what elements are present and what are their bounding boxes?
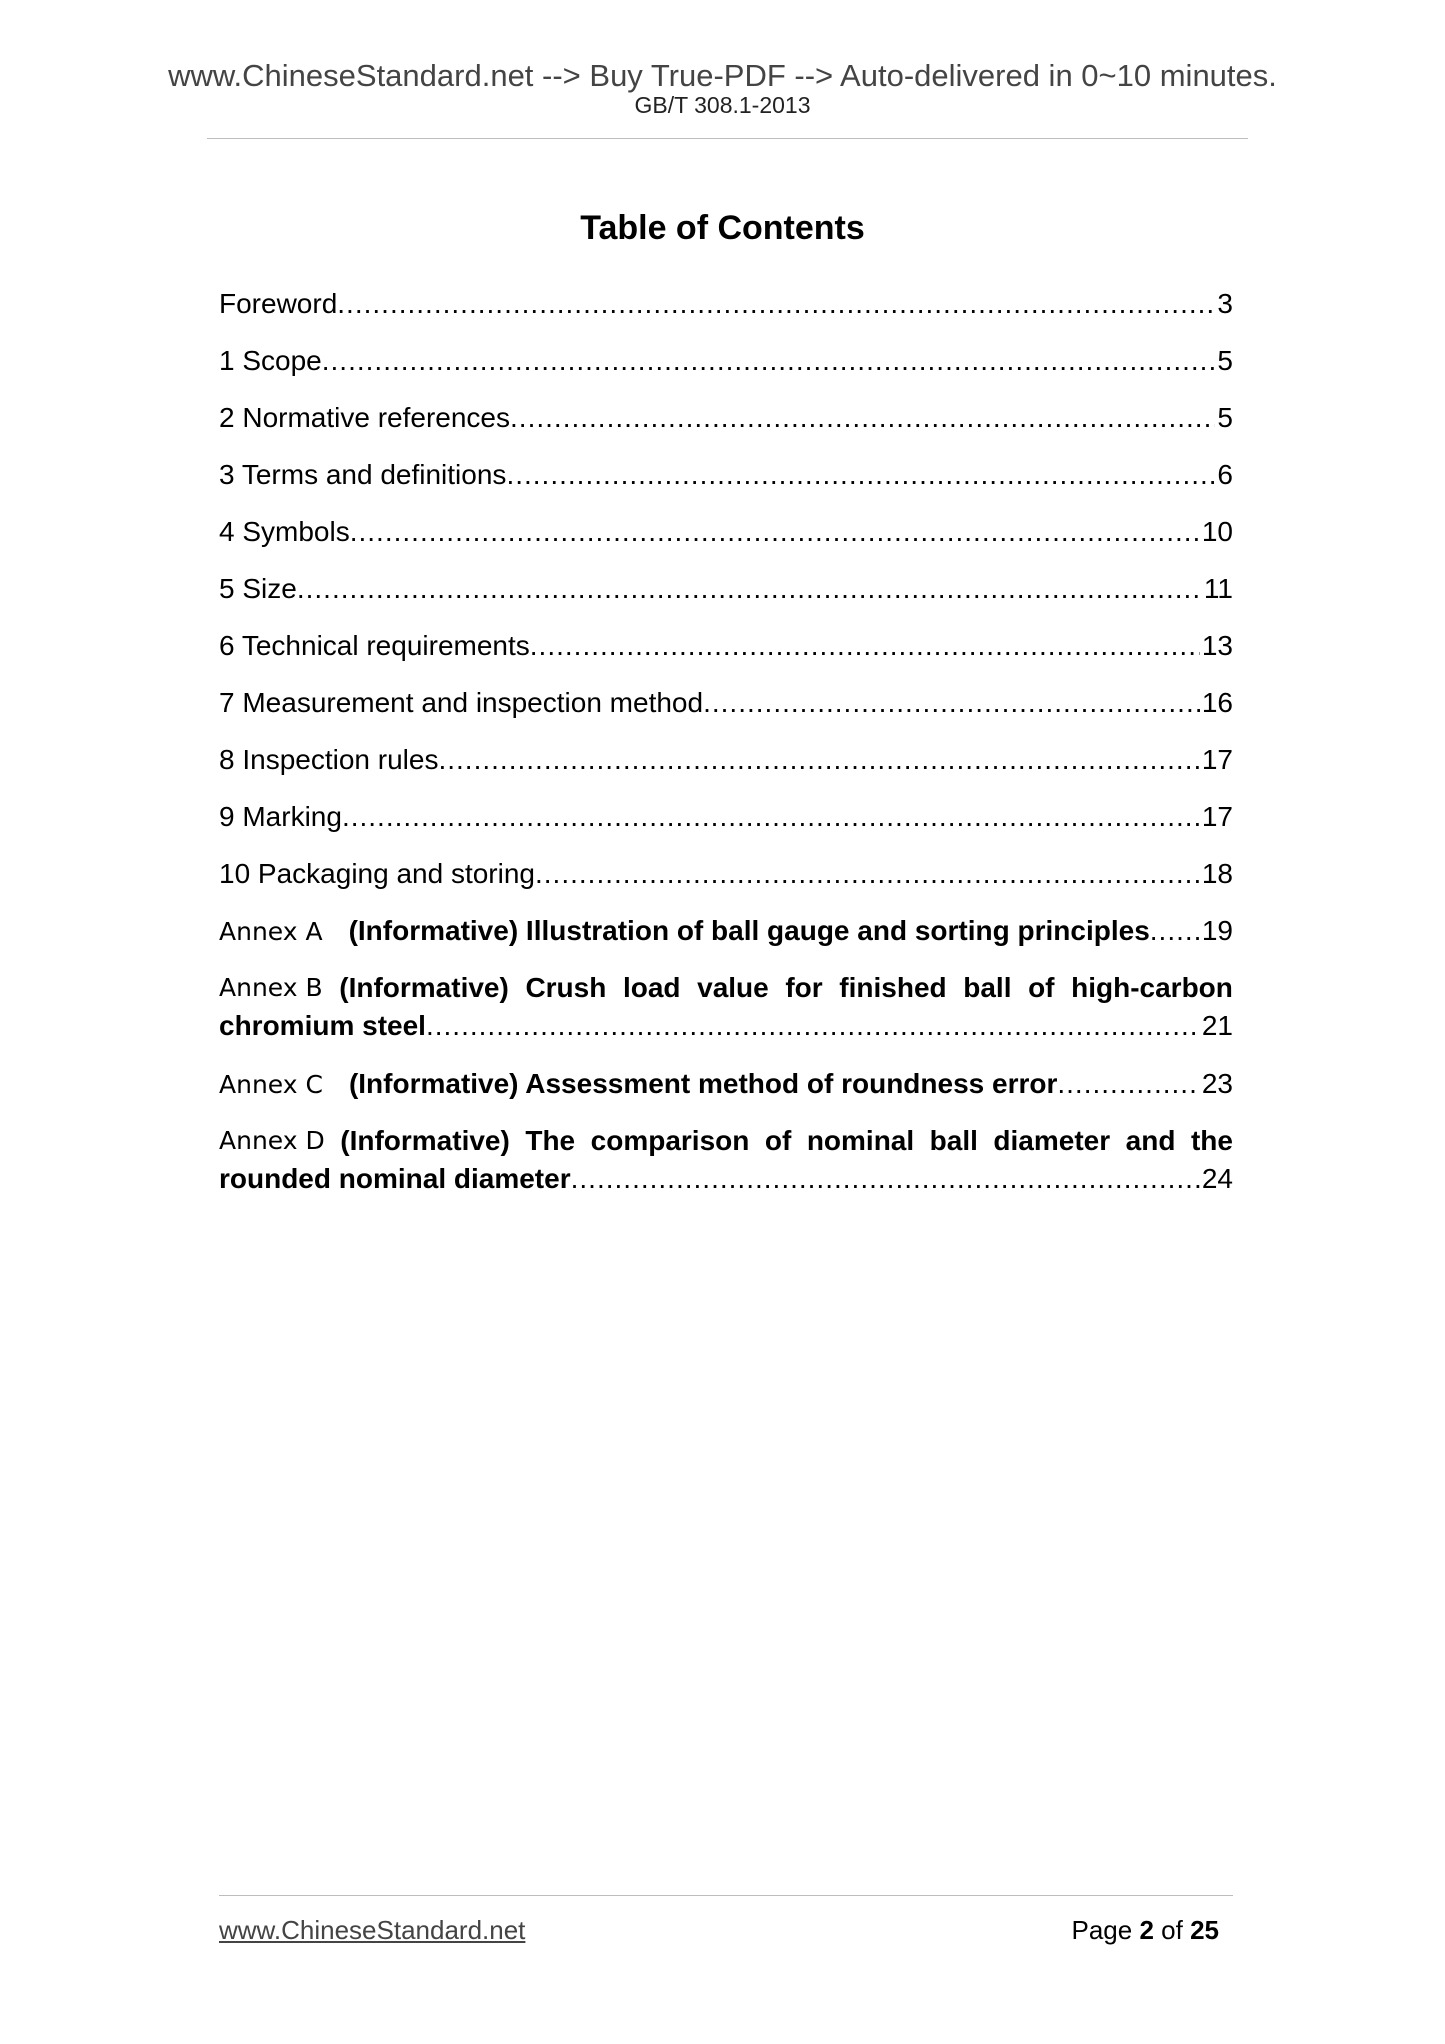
annex-title-word: and: [1125, 1125, 1176, 1156]
annex-title-word: Crush: [525, 972, 607, 1003]
header-divider: [207, 138, 1248, 139]
toc-entry-annex-d[interactable]: [219, 1123, 1233, 1197]
toc-entry-page: 23: [1201, 1068, 1233, 1099]
toc-entry-label: 8 Inspection rules: [219, 744, 439, 775]
annex-title-word: the: [1190, 1125, 1233, 1156]
toc-entry-label: 4 Symbols: [219, 516, 350, 547]
toc-entry-page: 18: [1201, 858, 1233, 889]
dot-leader: [535, 856, 1200, 892]
dot-leader: [510, 400, 1215, 436]
toc-entry-page: 17: [1201, 744, 1233, 775]
annex-title-word: ball: [929, 1125, 978, 1156]
toc-entry-size[interactable]: [219, 571, 1233, 607]
toc-entry-label: 10 Packaging and storing: [219, 858, 535, 889]
annex-title-word: (Informative): [339, 972, 509, 1003]
annex-title-word: diameter: [993, 1125, 1111, 1156]
annex-title-word: The: [525, 1125, 576, 1156]
toc-entry-annex-a[interactable]: [219, 913, 1233, 950]
toc-entry-page: 10: [1201, 516, 1233, 547]
page-prefix: Page: [1071, 1915, 1133, 1945]
toc-entry-label: 9 Marking: [219, 801, 342, 832]
toc-entry-page: 5: [1217, 345, 1233, 376]
toc-entry-technical-requirements[interactable]: [219, 628, 1233, 664]
standard-code: GB/T 308.1-2013: [634, 92, 811, 118]
annex-title-line1: [219, 970, 1233, 1006]
dot-leader: [350, 514, 1200, 550]
annex-prefix: Annex C: [219, 1070, 323, 1099]
annex-title-word: finished: [839, 972, 947, 1003]
dot-leader: [1057, 1066, 1199, 1102]
annex-title-line2: rounded nominal diameter: [219, 1163, 571, 1194]
toc-entry-foreword[interactable]: [219, 286, 1233, 322]
dot-leader: [703, 685, 1200, 721]
toc-entry-marking[interactable]: [219, 799, 1233, 835]
annex-title: (Informative) Assessment method of roundness error: [348, 1068, 1058, 1099]
annex-title-word: of: [1028, 972, 1055, 1003]
toc-entry-page: 19: [1201, 915, 1233, 946]
toc-entry-label: 1 Scope: [219, 345, 322, 376]
dot-leader: [438, 742, 1199, 778]
annex-title-word: load: [622, 972, 681, 1003]
annex-title-word: of: [764, 1125, 792, 1156]
toc-entry-page: 17: [1201, 801, 1233, 832]
toc-entry-normative-references[interactable]: [219, 400, 1233, 436]
toc-entry-label: 2 Normative references: [219, 402, 511, 433]
toc-entry-page: 11: [1203, 573, 1233, 604]
annex-title-line1: [219, 1123, 1233, 1159]
annex-title-line2: chromium steel: [219, 1010, 426, 1041]
toc-entry-label: 7 Measurement and inspection method: [219, 687, 704, 718]
page-indicator: [1071, 1914, 1219, 1946]
site-banner: www.ChineseStandard.net --> Buy True-PDF --> Auto-delivered in 0~10 minutes.: [168, 58, 1277, 93]
dot-leader: [506, 457, 1215, 493]
footer-site-link[interactable]: www.ChineseStandard.net: [219, 1915, 526, 1945]
dot-leader: [530, 628, 1200, 664]
toc-entry-packaging-storing[interactable]: [219, 856, 1233, 892]
annex-prefix: Annex B: [219, 973, 323, 1002]
annex-prefix: Annex D: [219, 1126, 325, 1155]
annex-title-word: value: [697, 972, 769, 1003]
toc-entry-page: 16: [1201, 687, 1233, 718]
toc-title: Table of Contents: [580, 209, 865, 247]
toc-entry-label: 5 Size: [219, 573, 297, 604]
toc-entry-inspection-rules[interactable]: [219, 742, 1233, 778]
toc-entry-page: 13: [1201, 630, 1233, 661]
toc-entry-scope[interactable]: [219, 343, 1233, 379]
annex-title-word: for: [785, 972, 823, 1003]
dot-leader: [337, 286, 1215, 322]
toc-entry-page: 5: [1217, 402, 1233, 433]
annex-title-word: nominal: [806, 1125, 915, 1156]
toc-entry-annex-c[interactable]: [219, 1066, 1233, 1103]
toc-entry-page: 24: [1201, 1163, 1233, 1194]
toc-entry-page: 3: [1217, 288, 1233, 319]
toc-entry-measurement-method[interactable]: [219, 685, 1233, 721]
toc-entry-label: Foreword: [219, 288, 338, 319]
page-total: 25: [1190, 1915, 1219, 1945]
footer-divider: [219, 1895, 1233, 1896]
page-of: of: [1161, 1915, 1183, 1945]
page-current: 2: [1139, 1915, 1154, 1945]
annex-title-word: ball: [963, 972, 1012, 1003]
toc-entry-page: 6: [1217, 459, 1233, 490]
toc-entry-page: 21: [1201, 1010, 1233, 1041]
toc-entry-symbols[interactable]: [219, 514, 1233, 550]
annex-prefix: Annex A: [219, 917, 323, 946]
toc-entry-annex-b[interactable]: [219, 970, 1233, 1044]
toc-entry-label: 6 Technical requirements: [219, 630, 530, 661]
dot-leader: [571, 1161, 1200, 1197]
annex-title: (Informative) Illustration of ball gauge and sorting principles: [348, 915, 1150, 946]
annex-title-word: high-carbon: [1071, 972, 1233, 1003]
toc-entry-terms-definitions[interactable]: [219, 457, 1233, 493]
dot-leader: [1150, 913, 1200, 949]
dot-leader: [342, 799, 1200, 835]
dot-leader: [322, 343, 1216, 379]
annex-title-word: comparison: [590, 1125, 750, 1156]
toc-entry-label: 3 Terms and definitions: [219, 459, 507, 490]
annex-title-word: (Informative): [340, 1125, 510, 1156]
dot-leader: [297, 571, 1202, 607]
dot-leader: [426, 1008, 1200, 1044]
